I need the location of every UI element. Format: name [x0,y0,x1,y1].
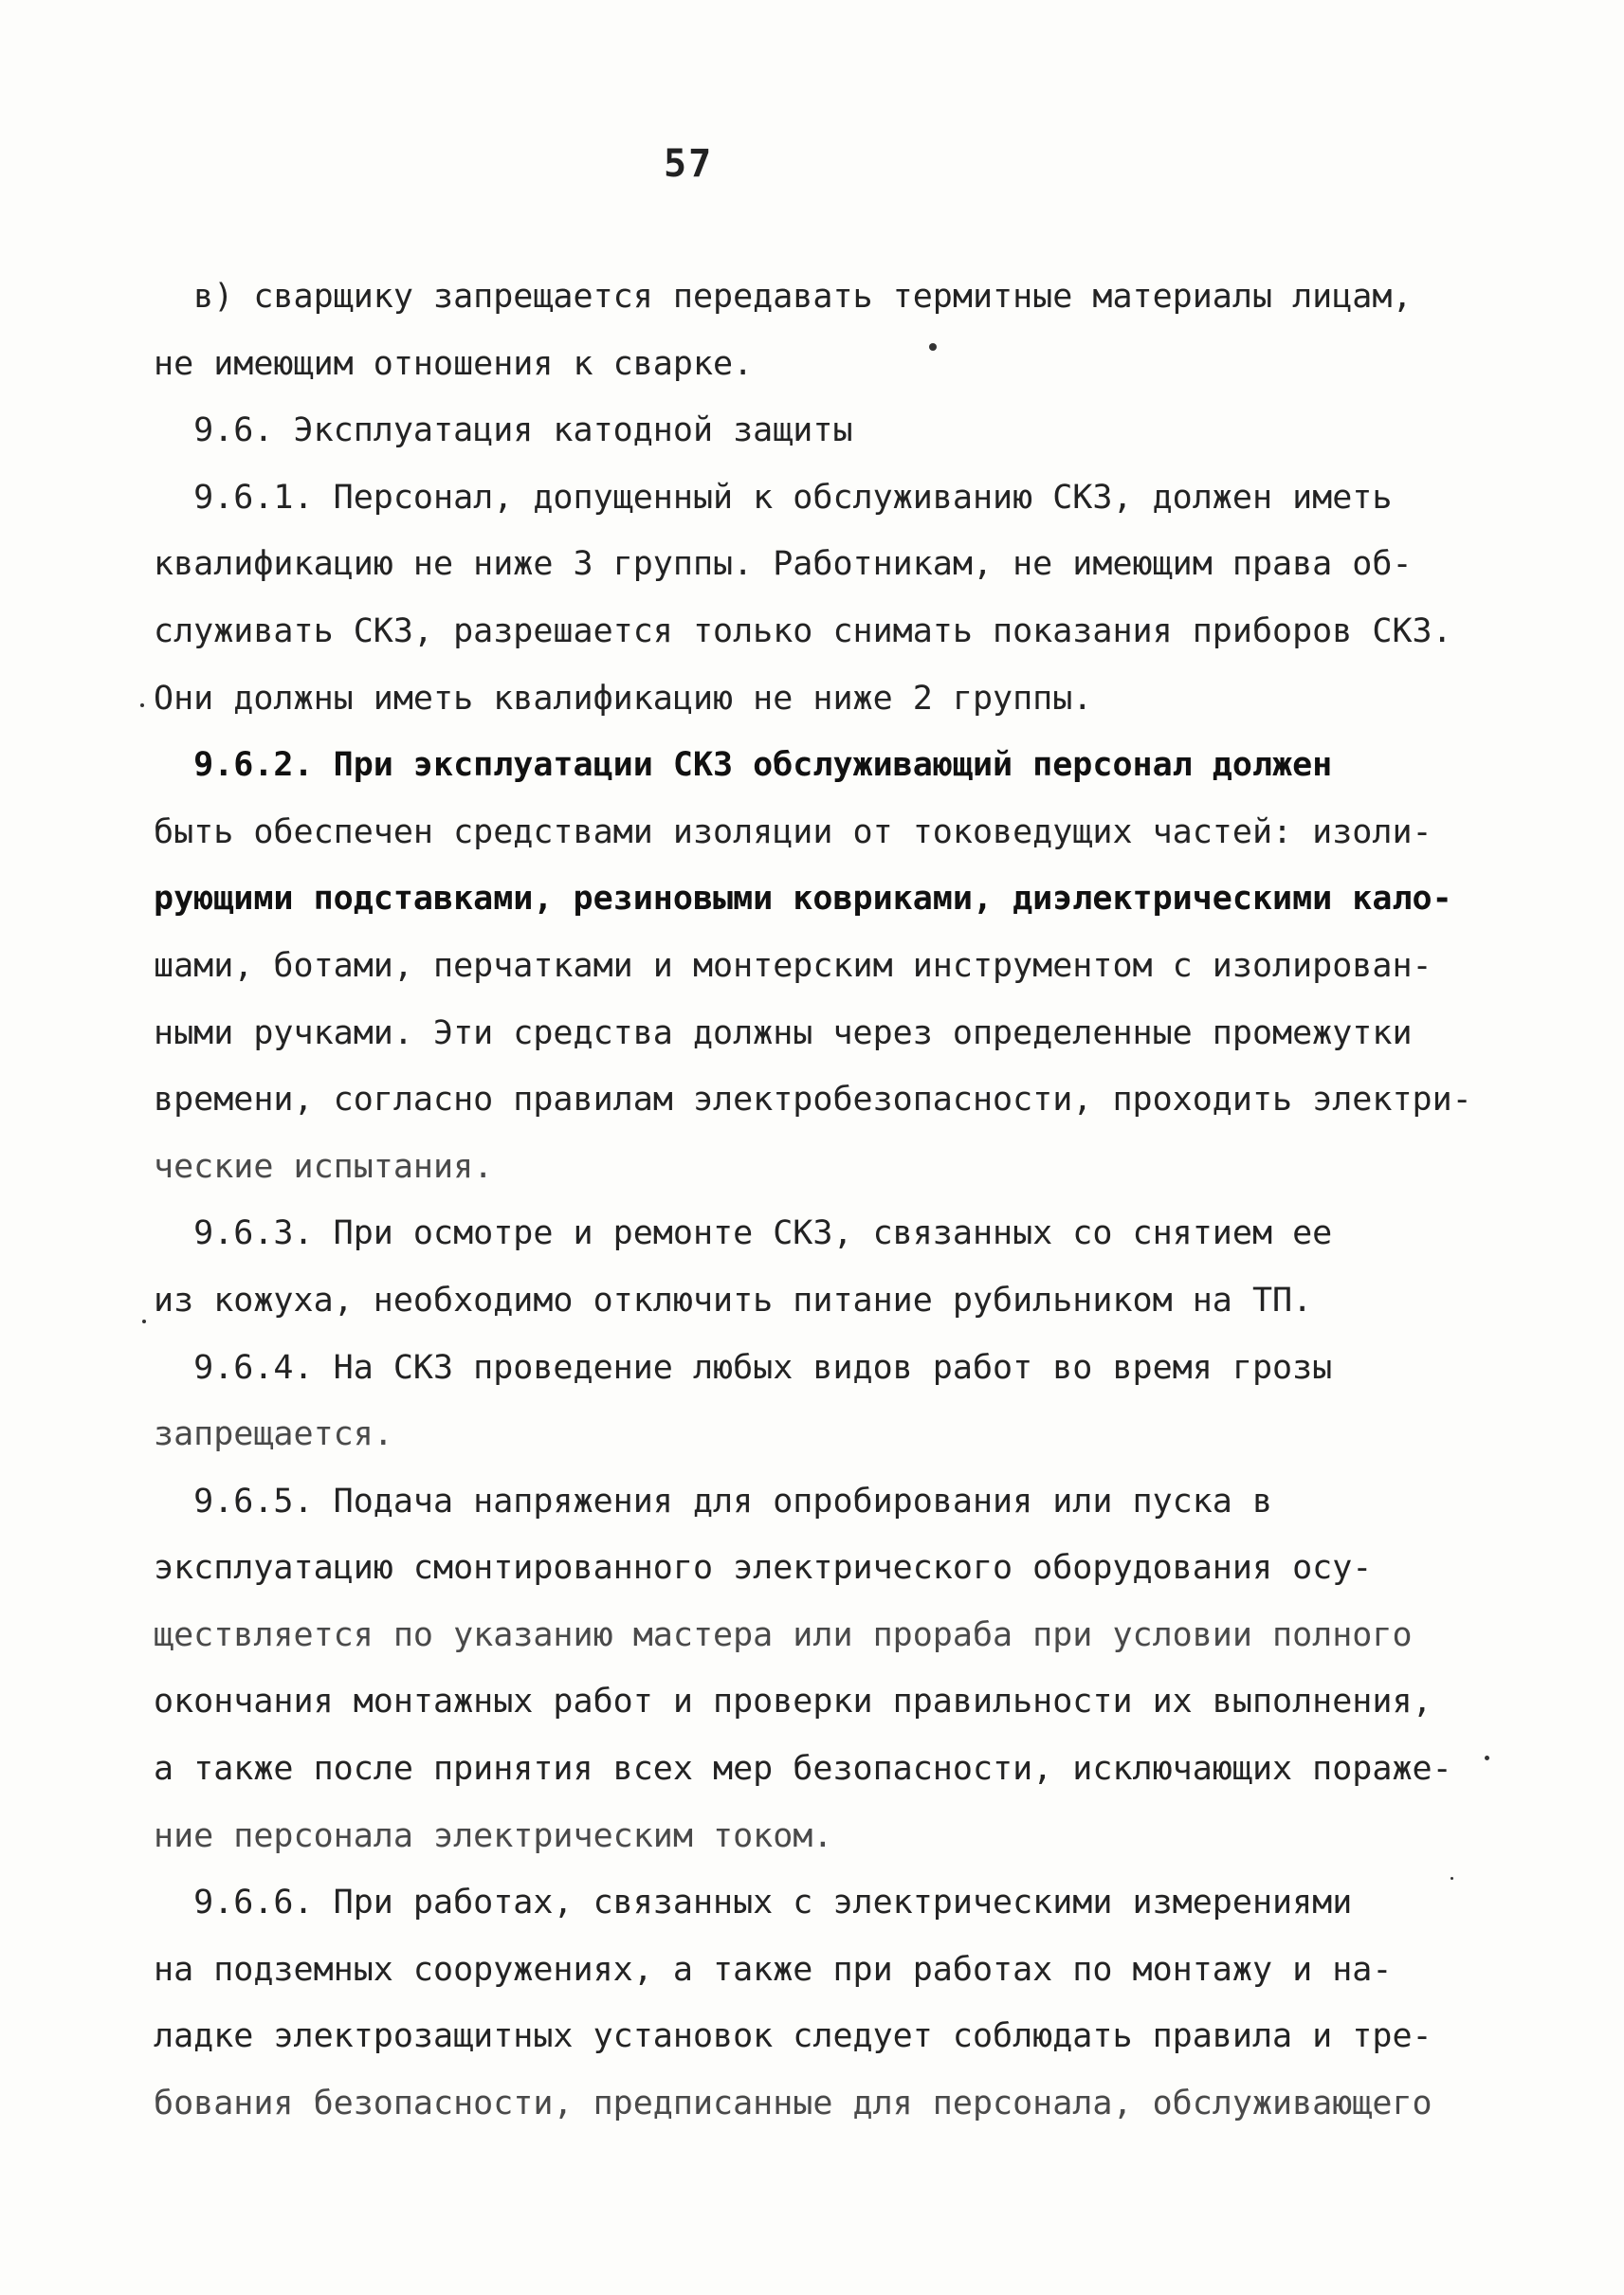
text-line: 9.6.4. На СКЗ проведение любых видов работ во время грозы [154,1348,1333,1387]
text-line: 9.6.5. Подача напряжения для опробирования или пуска в [154,1482,1273,1521]
page-number: 57 [664,142,714,186]
text-line: бования безопасности, предписанные для персонала, обслуживающего [154,2085,1432,2123]
scan-speck [1451,1877,1453,1880]
text-line: запрещается. [154,1415,393,1454]
scan-speck [142,1320,146,1323]
text-line: не имеющим отношения к сварке. [154,344,754,383]
text-line: в) сварщику запрещается передавать термитные материалы лицам, [154,278,1413,316]
scan-speck [140,703,144,707]
text-line: ществляется по указанию мастера или прораба при условии полного [154,1615,1413,1654]
text-line: окончания монтажных работ и проверки правильности их выполнения, [154,1683,1432,1721]
text-line: ными ручками. Эти средства должны через определенные промежутки [154,1013,1413,1052]
text-line: из кожуха, необходимо отключить питание рубильником на ТП. [154,1281,1313,1320]
text-line: 9.6.2. При эксплуатации СКЗ обслуживающий персонал должен [154,746,1333,785]
section-heading: 9.6. Эксплуатация катодной защиты [154,411,853,450]
text-line: эксплуатацию смонтированного электрического оборудования осу- [154,1549,1373,1588]
text-line: рующими подставками, резиновыми ковриками, диэлектрическими кало- [154,880,1452,919]
text-line: ладке электрозащитных установок следует соблюдать правила и тре- [154,2017,1432,2056]
scan-speck [1485,1756,1489,1760]
text-line: ние персонала электрическим током. [154,1816,833,1855]
text-line: времени, согласно правилам электробезопасности, проходить электри- [154,1081,1472,1120]
text-line: 9.6.6. При работах, связанных с электрическими измерениями [154,1884,1353,1922]
scan-speck [929,343,937,351]
body-text [154,264,1500,2138]
text-line: шами, ботами, перчатками и монтерским инструментом с изолирован- [154,946,1432,985]
text-line: служивать СКЗ, разрешается только снимать показания приборов СКЗ. [154,611,1452,650]
text-line: быть обеспечен средствами изоляции от токоведущих частей: изоли- [154,812,1432,851]
text-line: а также после принятия всех мер безопасности, исключающих пораже- [154,1750,1452,1789]
text-line: на подземных сооружениях, а также при работах по монтажу и на- [154,1950,1393,1989]
text-line: квалификацию не ниже 3 группы. Работникам, не имеющим права об- [154,545,1413,584]
text-line: ческие испытания. [154,1147,494,1186]
text-line: 9.6.3. При осмотре и ремонте СКЗ, связанных со снятием ее [154,1214,1333,1253]
text-line: Они должны иметь квалификацию не ниже 2 группы. [154,679,1093,718]
text-line: 9.6.1. Персонал, допущенный к обслуживанию СКЗ, должен иметь [154,478,1393,517]
